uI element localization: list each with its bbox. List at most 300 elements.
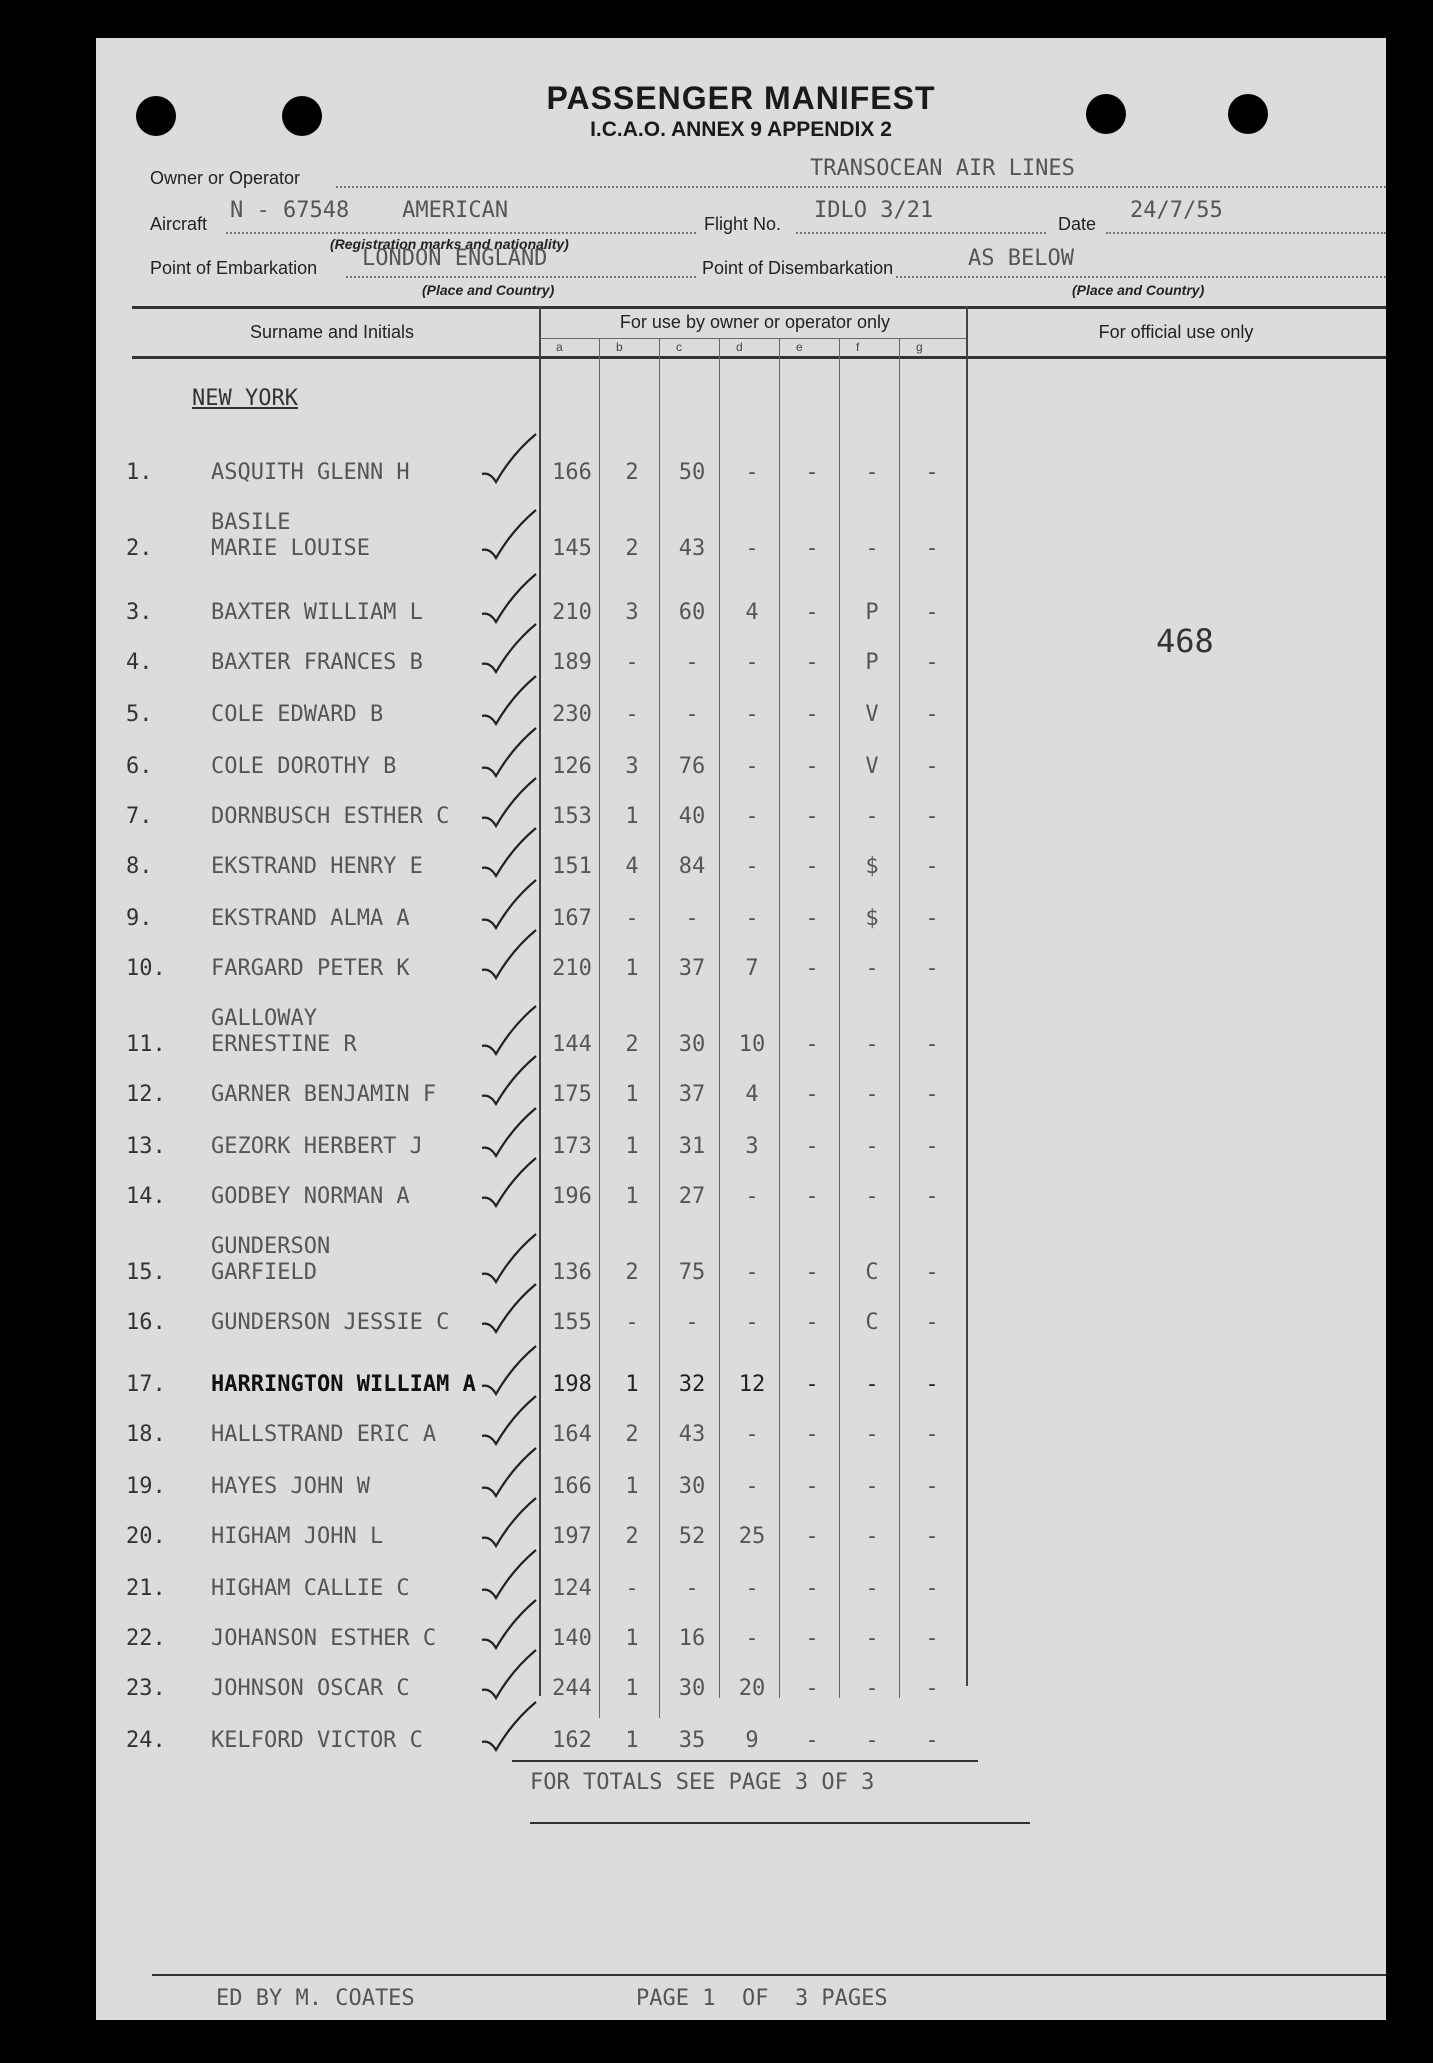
cell-e: -	[805, 1626, 819, 1651]
cell-b: 1	[625, 1474, 639, 1499]
cell-e: -	[805, 1184, 819, 1209]
passenger-name: DORNBUSCH ESTHER C	[211, 804, 450, 829]
cell-g: -	[925, 1626, 939, 1651]
cell-a: 164	[552, 1422, 592, 1447]
cell-c: -	[685, 1576, 699, 1601]
cell-e: -	[805, 854, 819, 879]
cell-a: 136	[552, 1260, 592, 1285]
cell-a: 198	[552, 1372, 592, 1397]
cell-e: -	[805, 1422, 819, 1447]
cell-b: 2	[625, 1524, 639, 1549]
cell-c: 43	[678, 1422, 706, 1447]
cell-e: -	[805, 650, 819, 675]
passenger-given-names: ERNESTINE R	[211, 1032, 357, 1057]
row-number: 8.	[126, 854, 153, 879]
cell-f: -	[865, 1728, 879, 1753]
cell-a: 189	[552, 650, 592, 675]
passenger-surname: BASILE	[211, 510, 291, 535]
prepared-by: ED BY M. COATES	[216, 1986, 415, 2011]
cell-f: -	[865, 460, 879, 485]
col-official-header: For official use only	[1098, 322, 1254, 342]
cell-c: -	[685, 906, 699, 931]
cell-a: 244	[552, 1676, 592, 1701]
cell-c: -	[685, 1310, 699, 1335]
cell-e: -	[805, 460, 819, 485]
table-row	[96, 1622, 1386, 1662]
passenger-name: BAXTER WILLIAM L	[211, 600, 423, 625]
cell-c: 16	[678, 1626, 706, 1651]
cell-g: -	[925, 1134, 939, 1159]
table-header-rule	[132, 356, 1386, 359]
row-number: 16.	[126, 1310, 166, 1335]
passenger-surname: GALLOWAY	[211, 1006, 317, 1031]
table-row	[96, 1130, 1386, 1170]
passenger-name: JOHNSON OSCAR C	[211, 1676, 410, 1701]
cell-d: -	[745, 1310, 759, 1335]
row-number: 5.	[126, 702, 153, 727]
cell-f: -	[865, 1082, 879, 1107]
date-value: 24/7/55	[1130, 198, 1223, 223]
row-number: 4.	[126, 650, 153, 675]
col-name-header: Surname and Initials	[249, 322, 415, 342]
cell-b: 3	[625, 600, 639, 625]
passenger-name: GODBEY NORMAN A	[211, 1184, 410, 1209]
table-row	[96, 1078, 1386, 1118]
cell-g: -	[925, 1260, 939, 1285]
cell-d: 4	[745, 600, 759, 625]
aircraft-label: Aircraft	[150, 214, 208, 234]
cell-d: 4	[745, 1082, 759, 1107]
disembarkation-label: Point of Disembarkation	[702, 258, 894, 278]
cell-b: -	[625, 702, 639, 727]
table-row	[96, 750, 1386, 790]
cell-c: 40	[678, 804, 706, 829]
cell-a: 230	[552, 702, 592, 727]
passenger-name: HALLSTRAND ERIC A	[211, 1422, 437, 1447]
cell-d: 7	[745, 956, 759, 981]
page-count: PAGE 1 OF 3 PAGES	[636, 1986, 888, 2011]
table-row	[96, 646, 1386, 686]
cell-d: -	[745, 1184, 759, 1209]
check-mark-icon	[478, 826, 548, 886]
column-letter: b	[616, 340, 623, 354]
cell-b: 4	[625, 854, 639, 879]
cell-a: 210	[552, 600, 592, 625]
check-mark-icon	[478, 1496, 548, 1556]
check-mark-icon	[478, 432, 548, 492]
disembarkation-value: AS BELOW	[968, 246, 1074, 271]
cell-e: -	[805, 600, 819, 625]
cell-g: -	[925, 1474, 939, 1499]
official-number: 468	[1156, 622, 1214, 660]
cell-d: -	[745, 854, 759, 879]
check-mark-icon	[478, 674, 548, 734]
date-label: Date	[1058, 214, 1097, 234]
cell-g: -	[925, 1184, 939, 1209]
row-number: 10.	[126, 956, 166, 981]
cell-d: 20	[738, 1676, 766, 1701]
cell-d: 25	[738, 1524, 766, 1549]
cell-b: -	[625, 1576, 639, 1601]
cell-f: -	[865, 1576, 879, 1601]
date-line	[1106, 232, 1386, 234]
footer-rule	[152, 1974, 1386, 1976]
table-row	[96, 1724, 1386, 1764]
cell-a: 151	[552, 854, 592, 879]
cell-c: 37	[678, 1082, 706, 1107]
cell-f: -	[865, 1372, 879, 1397]
subheader-rule	[540, 338, 966, 339]
passenger-name: BAXTER FRANCES B	[211, 650, 423, 675]
table-row	[96, 1470, 1386, 1510]
cell-d: -	[745, 906, 759, 931]
table-row	[96, 952, 1386, 992]
cell-c: 32	[678, 1372, 706, 1397]
cell-g: -	[925, 1422, 939, 1447]
cell-a: 197	[552, 1524, 592, 1549]
row-number: 2.	[126, 536, 153, 561]
cell-g: -	[925, 460, 939, 485]
cell-b: 1	[625, 956, 639, 981]
cell-c: 31	[678, 1134, 706, 1159]
table-row	[96, 850, 1386, 890]
row-number: 12.	[126, 1082, 166, 1107]
cell-f: -	[865, 1524, 879, 1549]
cell-g: -	[925, 1372, 939, 1397]
cell-d: 9	[745, 1728, 759, 1753]
cell-f: C	[865, 1310, 879, 1335]
passenger-name: GUNDERSON JESSIE C	[211, 1310, 450, 1335]
cell-b: 1	[625, 1626, 639, 1651]
table-row	[96, 800, 1386, 840]
passenger-name: HIGHAM CALLIE C	[211, 1576, 410, 1601]
table-row	[96, 698, 1386, 738]
cell-c: 75	[678, 1260, 706, 1285]
row-number: 11.	[126, 1032, 166, 1057]
passenger-given-names: GARFIELD	[211, 1260, 317, 1285]
cell-d: -	[745, 804, 759, 829]
totals-note: FOR TOTALS SEE PAGE 3 OF 3	[530, 1770, 875, 1795]
column-letter: f	[856, 340, 860, 354]
cell-c: 30	[678, 1474, 706, 1499]
passenger-surname: GUNDERSON	[211, 1234, 331, 1259]
cell-e: -	[805, 956, 819, 981]
cell-e: -	[805, 1082, 819, 1107]
passenger-name: GARNER BENJAMIN F	[211, 1082, 437, 1107]
table-row	[96, 456, 1386, 496]
cell-f: V	[865, 754, 879, 779]
cell-c: 43	[678, 536, 706, 561]
table-row	[96, 1006, 1386, 1068]
cell-a: 124	[552, 1576, 592, 1601]
cell-e: -	[805, 1474, 819, 1499]
registration-note: (Registration marks and nationality)	[330, 236, 569, 252]
cell-c: -	[685, 650, 699, 675]
flight-line	[796, 232, 1046, 234]
check-mark-icon	[478, 622, 548, 682]
form-title: PASSENGER MANIFEST	[546, 80, 936, 116]
cell-f: -	[865, 1032, 879, 1057]
cell-e: -	[805, 1372, 819, 1397]
cell-g: -	[925, 702, 939, 727]
cell-d: -	[745, 754, 759, 779]
cell-f: -	[865, 1474, 879, 1499]
embarkation-label: Point of Embarkation	[150, 258, 318, 278]
cell-d: -	[745, 702, 759, 727]
cell-c: 30	[678, 1032, 706, 1057]
row-number: 9.	[126, 906, 153, 931]
cell-b: -	[625, 906, 639, 931]
flight-value: IDLO 3/21	[814, 198, 934, 223]
cell-a: 210	[552, 956, 592, 981]
cell-b: 2	[625, 1422, 639, 1447]
cell-g: -	[925, 906, 939, 931]
cell-e: -	[805, 1524, 819, 1549]
row-number: 18.	[126, 1422, 166, 1447]
row-number: 1.	[126, 460, 153, 485]
owner-line	[336, 186, 1386, 188]
cell-b: 1	[625, 1728, 639, 1753]
check-mark-icon	[478, 508, 548, 568]
totals-rule	[530, 1822, 1030, 1824]
passenger-name: ASQUITH GLENN H	[211, 460, 410, 485]
passenger-name: HARRINGTON WILLIAM A	[211, 1372, 476, 1397]
cell-d: -	[745, 1260, 759, 1285]
cell-g: -	[925, 956, 939, 981]
cell-f: -	[865, 1676, 879, 1701]
cell-a: 167	[552, 906, 592, 931]
cell-f: C	[865, 1260, 879, 1285]
cell-f: -	[865, 956, 879, 981]
passenger-name: JOHANSON ESTHER C	[211, 1626, 437, 1651]
embarkation-line	[346, 276, 696, 278]
cell-d: -	[745, 1576, 759, 1601]
row-number: 20.	[126, 1524, 166, 1549]
table-top-rule	[132, 306, 1386, 309]
cell-b: 1	[625, 1676, 639, 1701]
column-letter: d	[736, 340, 743, 354]
cell-g: -	[925, 1310, 939, 1335]
col-operator-header: For use by owner or operator only	[619, 312, 891, 332]
passenger-name: HAYES JOHN W	[211, 1474, 370, 1499]
cell-f: -	[865, 536, 879, 561]
cell-b: -	[625, 1310, 639, 1335]
table-row	[96, 1368, 1386, 1408]
row-number: 22.	[126, 1626, 166, 1651]
cell-d: -	[745, 460, 759, 485]
cell-e: -	[805, 1728, 819, 1753]
cell-c: 30	[678, 1676, 706, 1701]
table-row	[96, 1572, 1386, 1612]
cell-b: 1	[625, 1184, 639, 1209]
flight-label: Flight No.	[704, 214, 782, 234]
row-number: 14.	[126, 1184, 166, 1209]
passenger-name: COLE EDWARD B	[211, 702, 384, 727]
cell-g: -	[925, 1576, 939, 1601]
embarkation-note: (Place and Country)	[422, 282, 555, 298]
cell-c: 27	[678, 1184, 706, 1209]
cell-a: 155	[552, 1310, 592, 1335]
cell-d: -	[745, 1474, 759, 1499]
table-row	[96, 1672, 1386, 1712]
aircraft-value: N - 67548 AMERICAN	[230, 198, 509, 223]
check-mark-icon	[478, 1156, 548, 1216]
owner-label: Owner or Operator	[150, 168, 301, 188]
passenger-given-names: MARIE LOUISE	[211, 536, 370, 561]
disembarkation-line	[896, 276, 1386, 278]
passenger-name: HIGHAM JOHN L	[211, 1524, 384, 1549]
cell-b: 3	[625, 754, 639, 779]
cell-c: 60	[678, 600, 706, 625]
cell-e: -	[805, 1310, 819, 1335]
cell-g: -	[925, 536, 939, 561]
cell-c: 76	[678, 754, 706, 779]
cell-c: 52	[678, 1524, 706, 1549]
cell-e: -	[805, 1676, 819, 1701]
cell-a: 144	[552, 1032, 592, 1057]
cell-b: 2	[625, 460, 639, 485]
cell-g: -	[925, 1676, 939, 1701]
cell-g: -	[925, 1524, 939, 1549]
passenger-name: GEZORK HERBERT J	[211, 1134, 423, 1159]
cell-c: 35	[678, 1728, 706, 1753]
passenger-name: COLE DOROTHY B	[211, 754, 397, 779]
cell-f: P	[865, 600, 879, 625]
row-number: 21.	[126, 1576, 166, 1601]
cell-e: -	[805, 1134, 819, 1159]
cell-c: 37	[678, 956, 706, 981]
check-mark-icon	[478, 1394, 548, 1454]
check-mark-icon	[478, 1054, 548, 1114]
cell-a: 173	[552, 1134, 592, 1159]
cell-a: 166	[552, 1474, 592, 1499]
cell-d: -	[745, 650, 759, 675]
cell-b: 1	[625, 1134, 639, 1159]
cell-b: 2	[625, 1260, 639, 1285]
cell-a: 126	[552, 754, 592, 779]
check-mark-icon	[478, 1700, 548, 1760]
passenger-name: KELFORD VICTOR C	[211, 1728, 423, 1753]
cell-e: -	[805, 1260, 819, 1285]
cell-d: -	[745, 1626, 759, 1651]
cell-b: -	[625, 650, 639, 675]
cell-b: 1	[625, 804, 639, 829]
cell-b: 1	[625, 1372, 639, 1397]
cell-f: -	[865, 804, 879, 829]
check-mark-icon	[478, 928, 548, 988]
row-number: 6.	[126, 754, 153, 779]
embarkation-value: LONDON ENGLAND	[362, 246, 548, 271]
passenger-name: FARGARD PETER K	[211, 956, 410, 981]
cell-f: -	[865, 1184, 879, 1209]
passenger-name: EKSTRAND ALMA A	[211, 906, 410, 931]
cell-e: -	[805, 804, 819, 829]
manifest-sheet	[96, 38, 1386, 2020]
row-number: 24.	[126, 1728, 166, 1753]
table-row	[96, 1520, 1386, 1560]
cell-g: -	[925, 804, 939, 829]
cell-a: 166	[552, 460, 592, 485]
cell-f: -	[865, 1134, 879, 1159]
owner-value: TRANSOCEAN AIR LINES	[810, 156, 1075, 181]
row-number: 13.	[126, 1134, 166, 1159]
cell-a: 196	[552, 1184, 592, 1209]
column-letter: c	[676, 340, 682, 354]
table-row	[96, 1180, 1386, 1220]
check-mark-icon	[478, 1282, 548, 1342]
section-heading: NEW YORK	[192, 386, 298, 411]
cell-b: 1	[625, 1082, 639, 1107]
aircraft-line	[226, 232, 696, 234]
cell-d: -	[745, 1422, 759, 1447]
row-number: 15.	[126, 1260, 166, 1285]
cell-e: -	[805, 754, 819, 779]
cell-f: -	[865, 1422, 879, 1447]
column-letter: e	[796, 340, 803, 354]
cell-f: $	[865, 906, 879, 931]
cell-a: 162	[552, 1728, 592, 1753]
cell-f: $	[865, 854, 879, 879]
totals-rule	[512, 1760, 978, 1762]
table-row	[96, 1234, 1386, 1296]
disembarkation-note: (Place and Country)	[1072, 282, 1205, 298]
cell-d: 3	[745, 1134, 759, 1159]
cell-e: -	[805, 1032, 819, 1057]
cell-c: -	[685, 702, 699, 727]
cell-g: -	[925, 1728, 939, 1753]
cell-d: -	[745, 536, 759, 561]
cell-b: 2	[625, 1032, 639, 1057]
cell-e: -	[805, 906, 819, 931]
row-number: 23.	[126, 1676, 166, 1701]
table-row	[96, 596, 1386, 636]
cell-g: -	[925, 1032, 939, 1057]
cell-g: -	[925, 650, 939, 675]
passenger-name: EKSTRAND HENRY E	[211, 854, 423, 879]
column-letter: g	[916, 340, 923, 354]
row-number: 17.	[126, 1372, 166, 1397]
table-row	[96, 1306, 1386, 1346]
cell-a: 175	[552, 1082, 592, 1107]
table-row	[96, 1418, 1386, 1458]
cell-e: -	[805, 1576, 819, 1601]
cell-f: P	[865, 650, 879, 675]
cell-f: -	[865, 1626, 879, 1651]
cell-e: -	[805, 702, 819, 727]
cell-g: -	[925, 854, 939, 879]
form-subtitle: I.C.A.O. ANNEX 9 APPENDIX 2	[590, 118, 892, 141]
cell-a: 140	[552, 1626, 592, 1651]
cell-g: -	[925, 1082, 939, 1107]
cell-e: -	[805, 536, 819, 561]
cell-g: -	[925, 600, 939, 625]
cell-b: 2	[625, 536, 639, 561]
table-row	[96, 510, 1386, 572]
cell-a: 153	[552, 804, 592, 829]
table-row	[96, 902, 1386, 942]
row-number: 7.	[126, 804, 153, 829]
check-mark-icon	[478, 1648, 548, 1708]
cell-f: V	[865, 702, 879, 727]
cell-d: 12	[738, 1372, 766, 1397]
cell-c: 84	[678, 854, 706, 879]
cell-c: 50	[678, 460, 706, 485]
row-number: 3.	[126, 600, 153, 625]
cell-a: 145	[552, 536, 592, 561]
cell-g: -	[925, 754, 939, 779]
row-number: 19.	[126, 1474, 166, 1499]
column-letter: a	[556, 340, 563, 354]
